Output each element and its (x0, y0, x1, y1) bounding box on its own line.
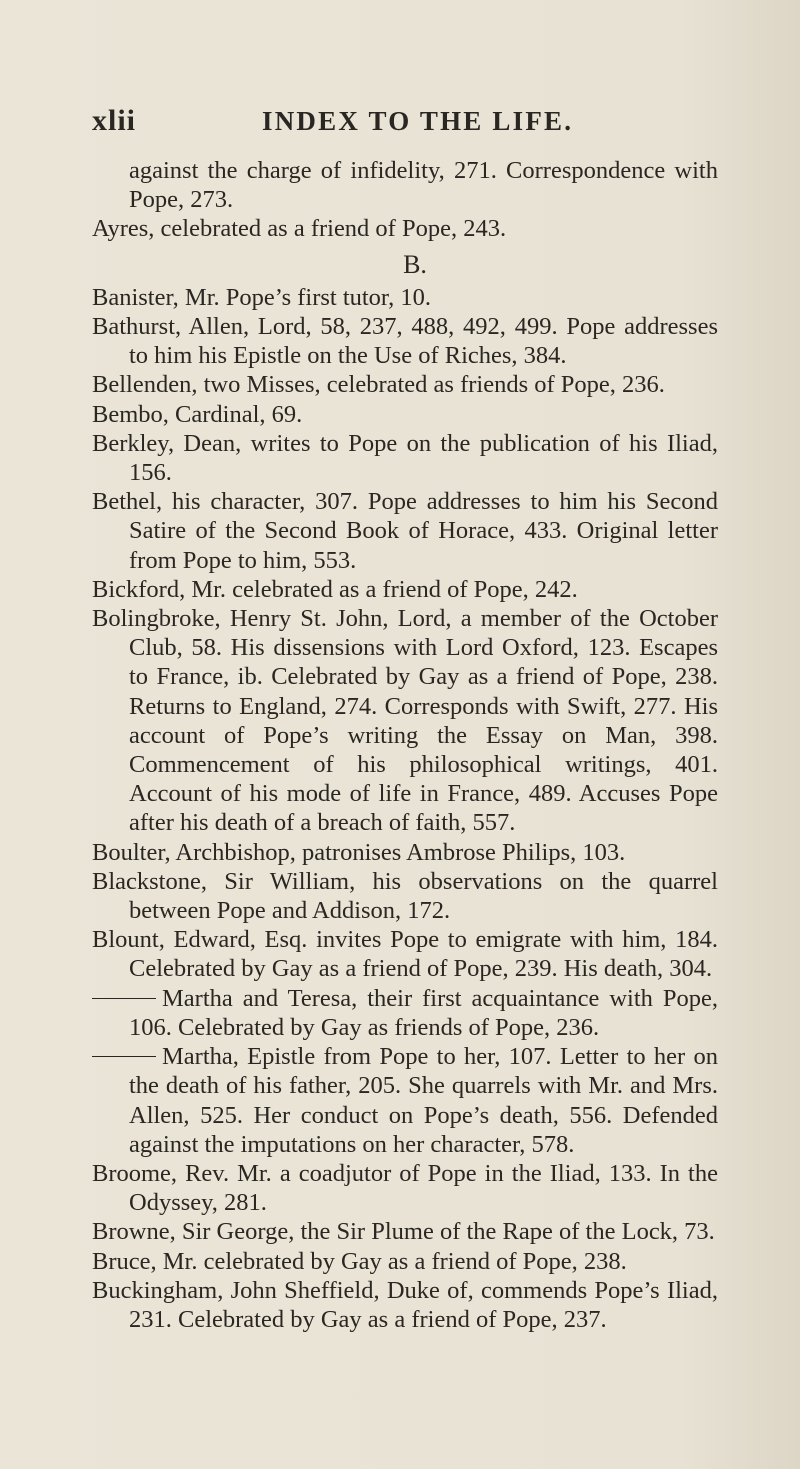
index-entry: Bathurst, Allen, Lord, 58, 237, 488, 492, 499. Pope addresses to him his Epistle on the Use of Riches, 384. (92, 313, 718, 370)
index-entry: Bethel, his character, 307. Pope addresses to him his Second Satire of the Second Book of Horace, 433. Original letter from Pope to him, 553. (92, 488, 718, 574)
ditto-rule (92, 998, 156, 999)
section-letter: B. (403, 249, 427, 279)
index-entry: Browne, Sir George, the Sir Plume of the Rape of the Lock, 73. (92, 1218, 715, 1246)
index-entry: Broome, Rev. Mr. a coadjutor of Pope in the Iliad, 133. In the Odyssey, 281. (92, 1159, 718, 1217)
index-entry: Bruce, Mr. celebrated by Gay as a friend of Pope, 238. (92, 1247, 627, 1275)
index-entries (92, 156, 718, 1334)
index-entry: Boulter, Archbishop, patronises Ambrose Philips, 103. (92, 838, 626, 866)
index-entry: Bellenden, two Misses, celebrated as friends of Pope, 236. (92, 371, 665, 399)
index-entry: Banister, Mr. Pope’s first tutor, 10. (92, 283, 431, 311)
index-entry: Blackstone, Sir William, his observations on the quarrel between Pope and Addison, 172. (92, 867, 718, 925)
index-entry: against the charge of infidelity, 271. Correspondence with Pope, 273. (129, 157, 718, 214)
index-entry: Ayres, celebrated as a friend of Pope, 243. (92, 215, 507, 243)
index-entry: Berkley, Dean, writes to Pope on the publication of his Iliad, 156. (92, 429, 718, 487)
index-subentry-text: Martha and Teresa, their first acquaintance with Pope, 106. Celebrated by Gay as friends of Pope, 236. (129, 984, 718, 1041)
running-head (92, 104, 712, 144)
ditto-rule (92, 1056, 156, 1057)
index-entry: Blount, Edward, Esq. invites Pope to emigrate with him, 184. Celebrated by Gay as a friend of Pope, 239. His death, 304. (92, 926, 718, 983)
index-entry: Buckingham, John Sheffield, Duke of, commends Pope’s Iliad, 231. Celebrated by Gay as a friend of Pope, 237. (92, 1276, 718, 1333)
index-entry: Bolingbroke, Henry St. John, Lord, a member of the October Club, 58. His dissensions with Lord Oxford, 123. Escapes to France, ib. Celebrated by Gay as a friend of Pope, 238. Returns to England, 274. Corresponds with Swift, 277. His account of Pope’s writing the Essay on Man, 398. Commencement of his philosophical writings, 401. Account of his mode of life in France, 489. Accuses Pope after his death of a breach of faith, 557. (92, 605, 718, 837)
index-entry: Bickford, Mr. celebrated as a friend of Pope, 242. (92, 575, 578, 603)
index-subentry (92, 984, 718, 1042)
page-number: xlii (92, 104, 137, 137)
running-title: INDEX TO THE LIFE. (262, 106, 574, 136)
index-entry: Bembo, Cardinal, 69. (92, 400, 303, 428)
index-subentry-text: Martha, Epistle from Pope to her, 107. Letter to her on the death of his father, 205. She quarrels with Mr. and Mrs. Allen, 525. Her conduct on Pope’s death, 556. Defended against the imputations on her character, 578. (129, 1043, 718, 1158)
index-subentry (92, 1042, 718, 1159)
